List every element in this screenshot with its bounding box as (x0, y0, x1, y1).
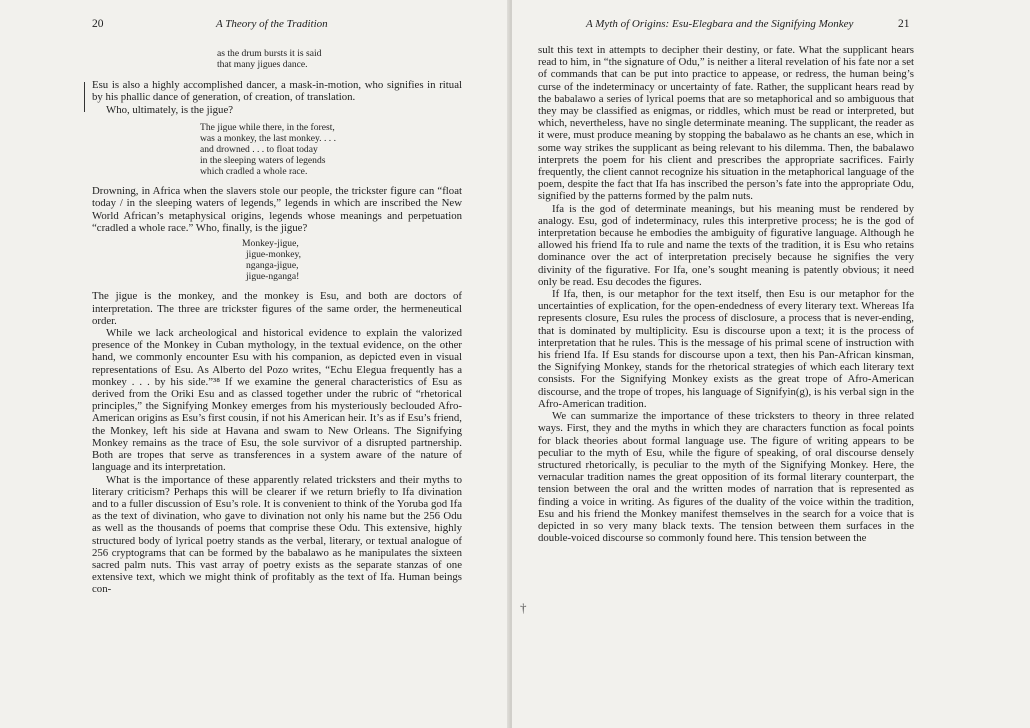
paragraph: If Ifa, then, is our metaphor for the text itself, then Esu is our metaphor for the uncertainties of explication, for the open-endedness of every literary text. Whereas Ifa represents closure, Esu rules the process of disclosure, a process that is never-ending, that is dominated by multiplicity. Esu is discourse upon a text; it is the process of interpretation that he rules. This is the message of his primal scene of instruction with his friend Ifa. If Esu stands for discourse upon a text, then his Pan-African kinsman, the Signifying Monkey, stands for the rhetorical strategies of which each literary text consists. For the Signifying Monkey exists as the great trope of Afro-American discourse, and the trope of tropes, his language of Signifyin(g), is his verbal sign in the Afro-American tradition. (538, 288, 914, 410)
verse-lower (242, 238, 462, 282)
paragraph: Esu is also a highly accomplished dancer, a mask-in-motion, who signifies in ritual by his phallic dance of generation, of creation, of translation. (92, 79, 462, 104)
right-body-text (538, 44, 914, 544)
running-head (586, 18, 853, 30)
verse-line: as the drum bursts it is said (217, 48, 322, 59)
verse-line: that many jigues dance. (217, 59, 308, 71)
paragraph: We can summarize the importance of these tricksters to theory in three related ways. First, they and the myths in which they are characters function as focal points for black theories about formal language use. The figure of writing appears to be peculiar to the myth of Esu, while the figure of speaking, of oral discourse densely structured rhetorically, is peculiar to the myth of the Signifying Monkey. Here, the vernacular tradition names the great opposition of its formal literary counterpart, the tension between the oral and the written modes of narration that is represented as finding a voice in writing. As figures of the duality of the voice within the tradition, Esu and his friend the Monkey manifest themselves in the search for a voice that is depicted in so very many black texts. The tension between them surfaces in the double-voiced discourse so commonly found here. This tension between the (538, 410, 914, 545)
verse-line: in the sleeping waters of legends (200, 155, 326, 167)
margin-bracket (84, 82, 85, 112)
verse-middle (200, 122, 462, 177)
running-head-title: A Theory of the Tradition (216, 18, 328, 30)
verse-line: jigue-nganga! (246, 271, 300, 283)
margin-mark: † (520, 600, 527, 615)
paragraph: Who, ultimately, is the jigue? (106, 103, 234, 116)
verse-top (217, 48, 462, 70)
paragraph: While we lack archeological and historical evidence to explain the valorized presence of the Monkey in Cuban mythology, in the textual evidence, on the other hand, we commonly encounter Esu with his companion, as depicted even in visual representations of Esu. As Alberto del Pozo writes, “Echu Elegua frequently has a monkey . . . by his side.”³⁸ If we examine the general characteristics of Esu as derived from the Oriki Esu and as classed together under the rubric of “rhetorical principles,” the Signifying Monkey emerges from his mysteriously beclouded Afro-American origins as Esu’s first cousin, if not his American heir. It’s as if Esu’s friend, the Monkey, left his side at Havana and swam to New Orleans. The Signifying Monkey remains as the trace of Esu, the sole survivor of a disrupted partnership. Both are tropes that serve as transferences in a system aware of the nature of language and its interpretation. (92, 327, 462, 474)
running-head-title: A Myth of Origins: Esu-Elegbara and the Signifying Monkey (586, 18, 854, 30)
page-number: 21 (898, 18, 910, 30)
paragraph: Drowning, in Africa when the slavers stole our people, the trickster figure can “float today / in the sleeping waters of legends,” legends in which are inscribed the New World African’s metaphysical origins, legends whose meanings and perpetuation “cradled a whole race.” Who, finally, is the jigue? (92, 185, 462, 234)
verse-line: Monkey-jigue, (242, 238, 299, 250)
verse-line: was a monkey, the last monkey. . . . (200, 132, 336, 144)
left-body-text (92, 48, 462, 596)
running-head (216, 18, 328, 30)
page-number: 20 (92, 18, 104, 30)
paragraph: Ifa is the god of determinate meanings, but his meaning must be rendered by analogy. Esu, god of indeterminacy, rules this interpretive process; he is the god of interpretation because he embodies the ambiguity of figurative language. Although he allowed his friend Ifa to rule and name the texts of the tradition, it is Esu who retains dominance over the act of interpretation precisely because he signifies the very divinity of the figurative. For Ifa, one’s sought meaning is patently obvious; it need only be read. Esu decodes the figures. (538, 202, 914, 288)
verse-line: nganga-jigue, (246, 260, 299, 272)
verse-line: which cradled a whole race. (200, 166, 308, 178)
verse-line: The jigue while there, in the forest, (200, 121, 335, 133)
left-page (0, 0, 510, 728)
paragraph: sult this text in attempts to decipher their destiny, or fate. What the supplicant hears read to him, in “the signature of Odu,” is neither a literal revelation of his fate nor a set of commands that can be put into practice to appease, or redress, the human being’s curse of the indeterminacy or uncertainty of fate. Rather, the supplicant hears read by the babalawo a series of lyrical poems that are so metaphorical and so ambiguous that they may be classified as enigmas, or riddles, which must be read or interpreted, but which, nevertheless, have no single determinate meaning. The supplicant, the reader as it were, must produce meaning by stopping the babalawo as he chants an ese, which in some way strikes the supplicant as being relevant to his dilemma. Then, the babalawo interprets the poem for his client and prescribes the appropriate sacrifices. Fairly frequently, the client cannot recognize his situation in the metaphorical language of the poem, despite the fact that Ifa has inscribed the person’s fate into the appropriate Odu, signified by the patterns formed by the palm nuts. (538, 44, 914, 203)
right-page (512, 0, 1030, 728)
verse-line: jigue-monkey, (246, 249, 302, 261)
verse-line: and drowned . . . to float today (200, 143, 318, 155)
paragraph: The jigue is the monkey, and the monkey is Esu, and both are doctors of interpretation. The three are trickster figures of the same order, the hermeneutical order. (92, 290, 462, 327)
paragraph: What is the importance of these apparently related tricksters and their myths to literary criticism? Perhaps this will be clearer if we return briefly to Ifa divination and to a fuller discussion of Esu’s role. It is convenient to think of the Yoruba god Ifa as the text of divination, who gave to divination not only his name but the 256 Odu as well as the thousands of poems that comprise these Odu. This extensive, highly structured body of lyrical poetry stands as the verbal, literary, or textual analogue of 256 cryptograms that can be formed by the babalawo as he manipulates the sixteen sacred palm nuts. This vast array of poetry exists as the separate stanzas of one extensive text, which we might think of profitably as the text of Ifa. Human beings con- (92, 473, 462, 596)
